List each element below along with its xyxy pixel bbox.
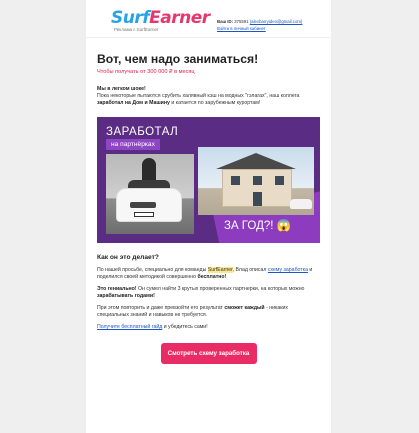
house-facade: [222, 169, 292, 207]
p1-bold: бесплатно!: [197, 274, 227, 280]
banner-partners-label: на партнёрках: [106, 139, 160, 150]
view-scheme-button[interactable]: Смотреть схему заработка: [161, 343, 257, 364]
p2-text: Он сумел найти 3 крутых проверенных партнерки, на которых можно: [138, 286, 305, 292]
car-grille: [130, 202, 156, 208]
logo-main: Surf: [111, 8, 150, 28]
p1-text-b: , Влад описал: [232, 267, 267, 273]
paragraph-scheme: [97, 267, 320, 281]
guide-link[interactable]: Получите бесплатный гайд: [97, 324, 163, 330]
cabinet-link[interactable]: Войти в личный кабинет: [217, 26, 266, 31]
scheme-link[interactable]: схему заработка: [267, 267, 308, 273]
car-photo: [106, 154, 194, 234]
logo-tagline: Реклама с SurfEarner: [114, 27, 159, 32]
banner-earned-text: ЗАРАБОТАЛ: [106, 126, 179, 138]
account-info: [217, 18, 302, 32]
section-title: Как он это делает?: [97, 254, 159, 261]
paragraph-everyone: [97, 305, 320, 319]
p4-text: и убедитесь сами!: [163, 324, 208, 330]
surfearner-logo[interactable]: [111, 10, 210, 33]
p1-text-c: и поделился своей методикой совершенно: [97, 267, 313, 280]
email-title: Вот, чем надо заниматься!: [97, 52, 259, 66]
p1-brand-highlight: SurfEarner: [207, 267, 233, 273]
intro-line-1: Пока некоторые пытаются срубить халявный кэш на модных "гэлагах", наш коллега: [97, 93, 300, 99]
email-subtitle: Чтобы получать от 300 000 ₽ в месяц: [97, 69, 195, 75]
car-plate: [134, 212, 154, 217]
house-roof: [216, 153, 296, 169]
user-id-label: Ваш ID:: [217, 19, 233, 24]
user-id-value: 375591: [234, 19, 249, 24]
email-header: [86, 0, 331, 38]
p3-bold: сможет каждый: [224, 305, 265, 311]
house-window: [231, 176, 240, 185]
intro-bold: Мы в легком шоке!: [97, 86, 146, 92]
email-body: [86, 38, 331, 364]
intro-bold-2: заработал на Дом и Машину: [97, 100, 170, 106]
house-window: [253, 176, 262, 185]
logo-accent: Earner: [149, 8, 210, 28]
house-door: [253, 192, 262, 206]
p3-text-a: При этом повторить и даже превзойти его результат: [97, 305, 223, 311]
house-photo: [198, 147, 314, 215]
user-email-link[interactable]: (alexbarryideo@gmail.com): [249, 19, 303, 24]
email-card: [86, 0, 331, 433]
p2-bold-1: Это гениально!: [97, 286, 137, 292]
banner-year-text: ЗА ГОД?! 😱: [224, 220, 291, 232]
promo-banner[interactable]: [97, 117, 320, 243]
paragraph-guide: [97, 324, 320, 331]
p1-text-a: По нашей просьбе, специально для команды: [97, 267, 207, 273]
paragraph-genius: [97, 286, 320, 300]
p2-bold-2: зарабатывать годами!: [97, 293, 155, 299]
intro-text: [97, 86, 320, 107]
house-window: [275, 176, 284, 185]
p3-text-b: - никаких специальных знаний и навыков не требуется.: [97, 305, 289, 318]
house-car: [290, 199, 312, 209]
intro-line-2: и катается по зарубежным курортам!: [171, 100, 261, 106]
